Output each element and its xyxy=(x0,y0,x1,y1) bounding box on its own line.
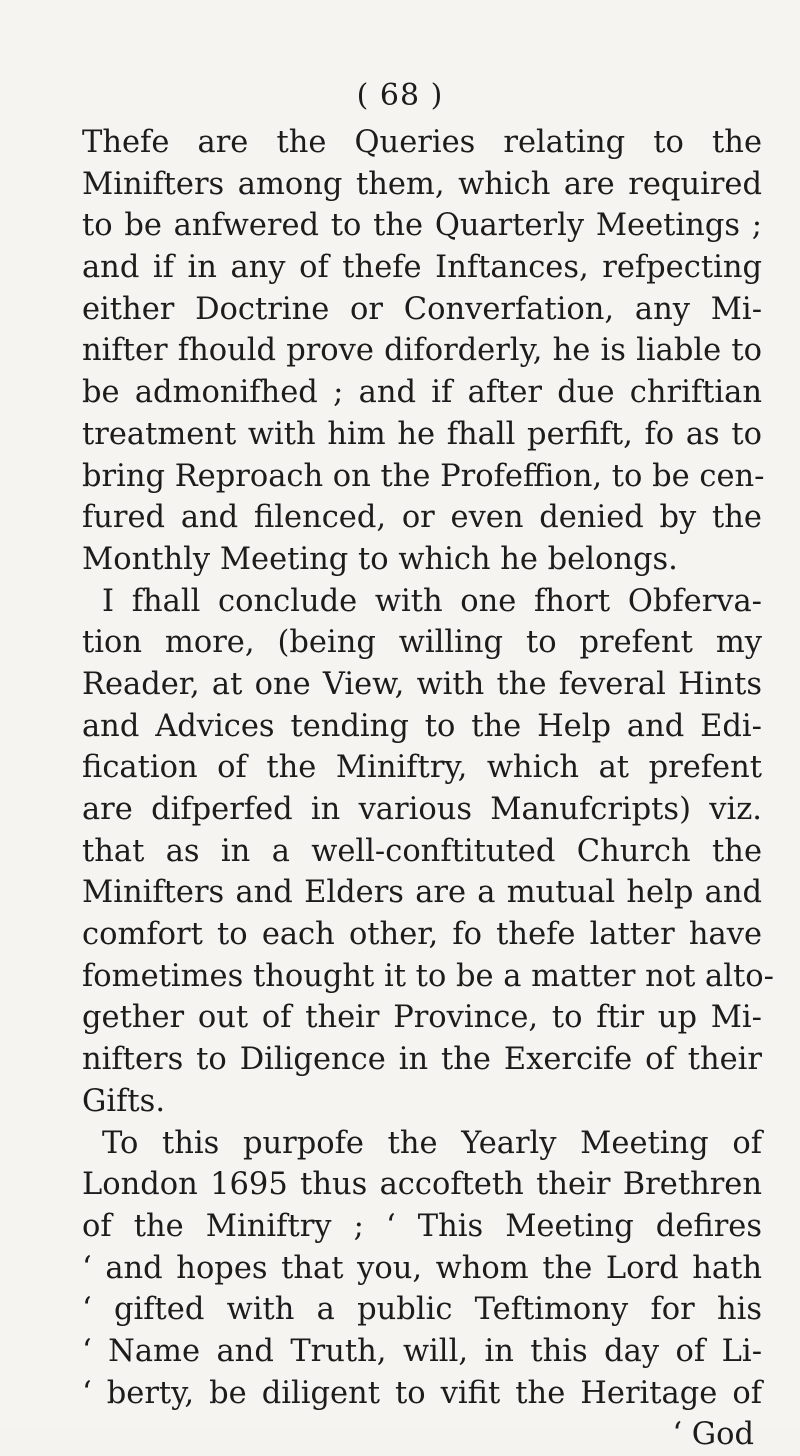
text-line: either Doctrine or Converfation, any Mi- xyxy=(82,291,762,327)
page-number: ( 68 ) xyxy=(356,78,444,113)
text-line: be admonifhed ; and if after due chriftian xyxy=(82,375,762,411)
text-line: fometimes thought it to be a matter not alto- xyxy=(82,958,774,994)
text-line: nifter fhould prove diforderly, he is liable to xyxy=(82,333,762,369)
text-line: and if in any of thefe Inftances, refpecting xyxy=(82,250,762,286)
text-line: comfort to each other, fo thefe latter have xyxy=(82,917,762,953)
text-line: ‘ berty, be diligent to vifit the Heritage of xyxy=(82,1375,762,1411)
text-line: Monthly Meeting to which he belongs. xyxy=(82,541,678,577)
text-line: fication of the Miniftry, which at prefent xyxy=(82,750,762,786)
text-line: nifters to Diligence in the Exercife of their xyxy=(82,1042,762,1078)
text-line: and Advices tending to the Help and Edi- xyxy=(82,708,762,744)
text-line: Minifters among them, which are required xyxy=(82,166,762,202)
text-line: I fhall conclude with one fhort Obferva- xyxy=(102,583,762,619)
text-line: of the Miniftry ; ‘ This Meeting defires xyxy=(82,1208,762,1244)
text-line: ‘ and hopes that you, whom the Lord hath xyxy=(82,1250,762,1286)
catchword-line: ‘ God xyxy=(672,1417,754,1453)
text-line: tion more, (being willing to prefent my xyxy=(82,625,762,661)
text-line: fured and filenced, or even denied by the xyxy=(82,500,762,536)
text-line: Thefe are the Queries relating to the xyxy=(82,125,762,160)
text-line: ‘ gifted with a public Teftimony for his xyxy=(82,1292,762,1328)
text-line: ‘ Name and Truth, will, in this day of Li- xyxy=(82,1333,762,1369)
text-line: Minifters and Elders are a mutual help and xyxy=(82,875,762,911)
text-line: to be anfwered to the Quarterly Meetings ; xyxy=(82,208,762,244)
body-text xyxy=(82,122,774,1456)
text-line: Reader, at one View, with the feveral Hints xyxy=(82,666,762,702)
text-line: that as in a well-conftituted Church the xyxy=(82,833,762,869)
text-line: To this purpofe the Yearly Meeting of xyxy=(102,1125,762,1161)
text-line: are difperfed in various Manufcripts) viz. xyxy=(82,792,762,827)
text-line: treatment with him he fhall perfift, fo as to xyxy=(82,416,762,452)
text-line: London 1695 thus accofteth their Brethren xyxy=(82,1167,762,1203)
text-line: gether out of their Province, to ftir up Mi- xyxy=(82,1000,762,1036)
text-line: Gifts. xyxy=(82,1083,166,1119)
text-line: bring Reproach on the Profeffion, to be cen- xyxy=(82,458,765,494)
